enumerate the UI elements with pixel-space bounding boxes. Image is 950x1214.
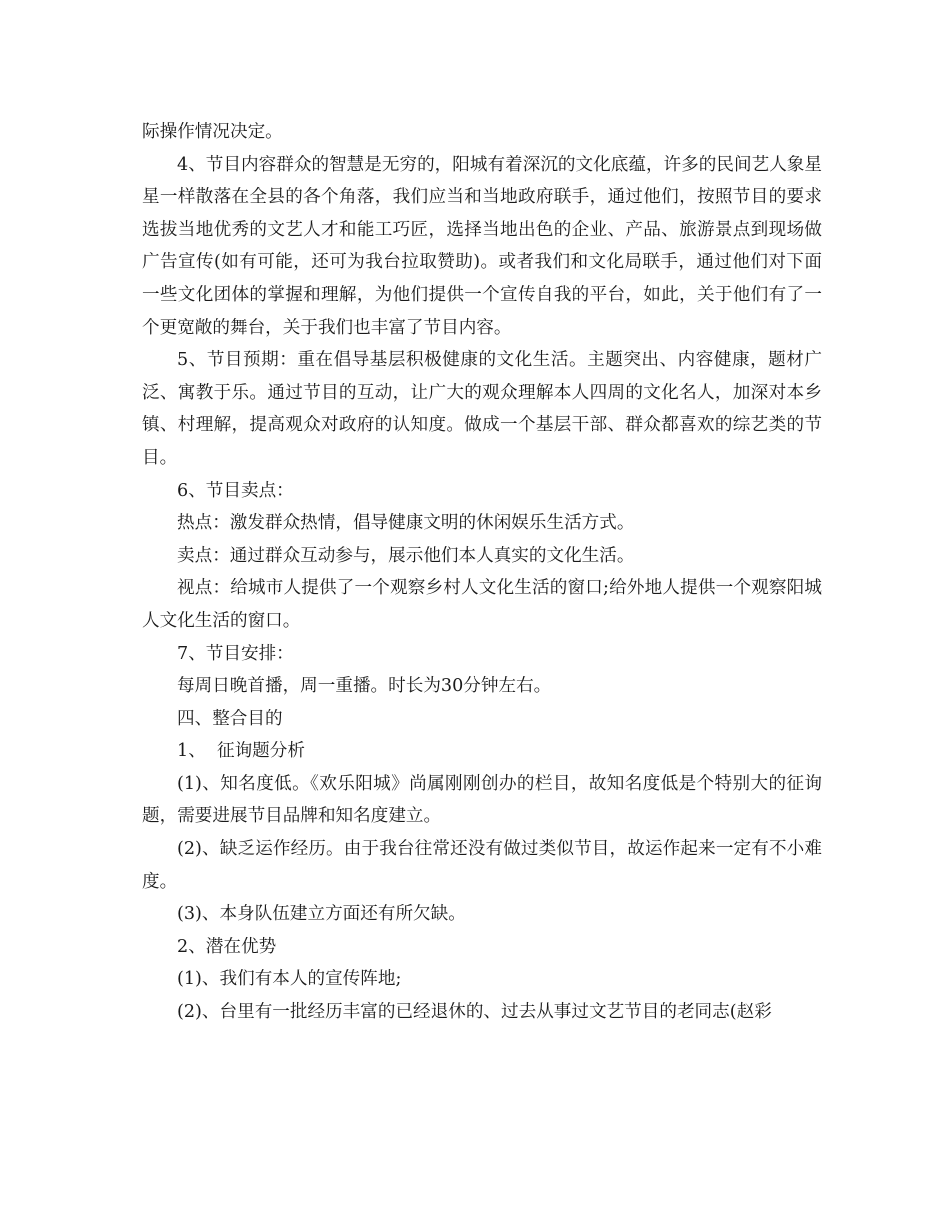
paragraph-hot-point: 热点：激发群众热情，倡导健康文明的休闲娱乐生活方式。 [177,513,635,534]
paragraph-problem-2: (2)、缺乏运作经历。由于我台往常还没有做过类似节目，故运作起来一定有不小难度。 [142,839,822,892]
paragraph-problem-3: (3)、本身队伍建立方面还有所欠缺。 [177,904,466,925]
paragraph-program-expectation: 5、节目预期：重在倡导基层积极健康的文化生活。主题突出、内容健康，题材广泛、寓教于乐。通过节目的互动，让广大的观众理解本人四周的文化名人，加深对本乡镇、村理解，提高观众对政府的认知度。做成一个基层干部、群众都喜欢的综艺类的节目。 [142,350,822,468]
paragraph-selling-point: 卖点：通过群众互动参与，展示他们本人真实的文化生活。 [177,545,635,566]
paragraph-advantage-1: (1)、我们有本人的宣传阵地; [177,969,402,990]
paragraph-advantage-2: (2)、台里有一批经历丰富的已经退休的、过去从事过文艺节目的老同志(赵彩 [177,1002,772,1023]
paragraph-advantages-heading: 2、潜在优势 [177,936,277,957]
paragraph-view-point: 视点：给城市人提供了一个观察乡村人文化生活的窗口;给外地人提供一个观察阳城人文化生活的窗口。 [142,578,822,631]
paragraph-schedule: 每周日晚首播，周一重播。时长为30分钟左右。 [177,676,552,697]
paragraph-problem-1: (1)、知名度低。《欢乐阳城》尚属刚刚创办的栏目，故知名度低是个特别大的征询题，需要进展节目品牌和知名度建立。 [142,773,822,827]
paragraph-selling-points-heading: 6、节目卖点： [177,480,294,501]
paragraph-continuation: 际操作情况决定。 [142,122,283,142]
paragraph-problem-analysis-heading: 1、 征询题分析 [177,741,305,762]
document-body [142,116,822,1029]
section-heading-integration: 四、整合目的 [177,708,283,729]
paragraph-program-content: 4、节目内容群众的智慧是无穷的，阳城有着深沉的文化底蕴，许多的民间艺人象星星一样散落在全县的各个角落，我们应当和当地政府联手，通过他们，按照节目的要求选拔当地优秀的文艺人才和能工巧匠，选择当地出色的企业、产品、旅游景点到现场做广告宣传(如有可能，还可为我台拉取赞助)。或者我们和文化局联手，通过他们对下面一些文化团体的掌握和理解，为他们提供一个宣传自我的平台，如此，关于他们有了一个更宽敞的舞台，关于我们也丰富了节目内容。 [142,154,822,338]
paragraph-schedule-heading: 7、节目安排： [177,643,294,664]
